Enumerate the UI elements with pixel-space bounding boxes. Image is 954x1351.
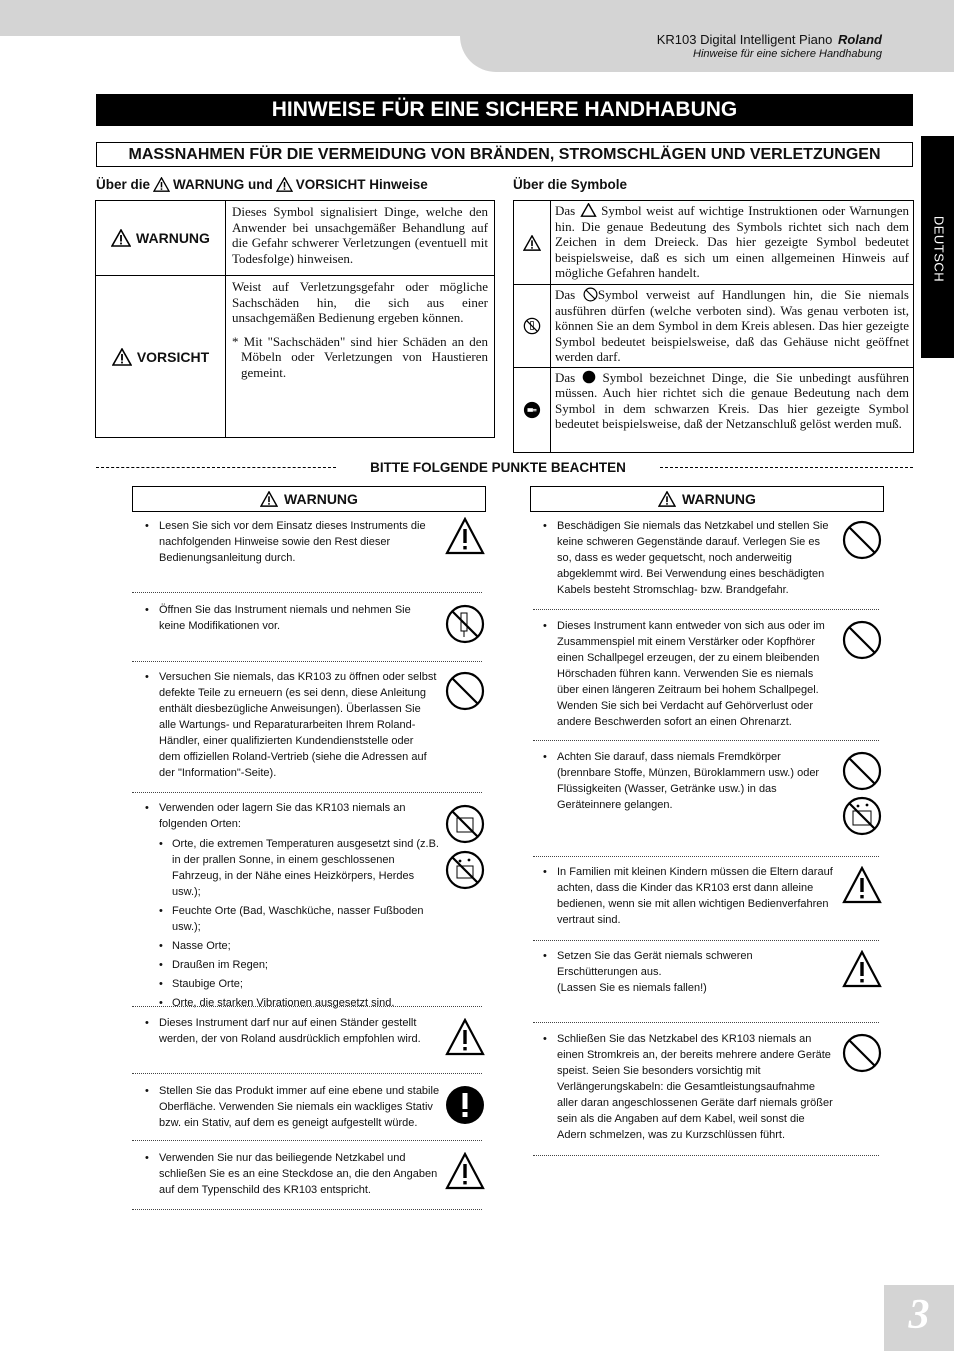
page-number: 3	[884, 1285, 954, 1351]
no-heat-icon	[445, 804, 485, 844]
list-item: • Dieses Instrument kann entweder von sich aus oder im Zusammenspiel mit einem Verstärker oder Kopfhörer einen Schallpegel erzeugen, der zu einem bleibenden Hörschaden führen kann. Verwenden Sie es niemals über einen längeren Zeitraum bei hohem Schallpegel. Wenden Sie sich bei Verdacht auf Gehörverlust oder andere Beschwerden sofort an einen Ohrenarzt.	[543, 620, 825, 728]
definitions-table	[95, 200, 495, 438]
symbol-description: Das Symbol weist auf wichtige Instruktionen oder Warnungen hin. Die genaue Bedeutung des Symbols richtet sich nach dem Zeichen in dem Dreieck. Das hier gezeigte Symbol bedeutet beispielsweise, daß es sich um einen allgemeinen Hinweis auf mögliche Gefahren handelt.	[555, 203, 909, 280]
symbol-description-cell	[551, 201, 914, 285]
places-item: • Orte, die extremen Temperaturen ausgesetzt sind (z.B. in der prallen Sonne, in einem geschlossenen Fahrzeug, in der Nähe eines Heizkörpers, Herdes usw.);	[159, 838, 439, 898]
places-item: • Feuchte Orte (Bad, Waschküche, nasser Fußboden usw.);	[159, 905, 424, 933]
list-item: • Lesen Sie sich vor dem Einsatz dieses Instruments die nachfolgenden Hinweise sowie den Rest dieser Bedienungsanleitung durch.	[145, 520, 426, 564]
divider	[660, 467, 913, 468]
warning-label-cell	[96, 201, 226, 276]
divider	[96, 467, 336, 468]
brand-logo: Roland	[837, 32, 882, 47]
list-item: • Verwenden Sie nur das beiliegende Netzkabel und schließen Sie es an eine Steckdose an, die den Angaben auf dem Typenschild des KR103 entspricht.	[145, 1152, 438, 1196]
places-item: • Orte, die starken Vibrationen ausgesetzt sind.	[159, 997, 395, 1009]
list-item: • Dieses Instrument darf nur auf einen Ständer gestellt werden, der von Roland ausdrücklich empfohlen wird.	[145, 1017, 421, 1045]
list-item: • Setzen Sie das Gerät niemals schweren Erschütterungen aus. (Lassen Sie es niemals fallen!)	[543, 950, 753, 994]
caution-note: * Mit "Sachschäden" sind hier Schäden an den Möbeln oder Verletzungen von Haustieren gemeint.	[232, 333, 488, 380]
prohibition-icon	[583, 287, 598, 302]
no-moisture-icon	[445, 850, 485, 890]
warning-triangle-icon	[445, 517, 485, 555]
symbol-icon-cell	[514, 285, 551, 368]
divider	[132, 792, 482, 793]
list-item: • Stellen Sie das Produkt immer auf eine ebene und stabile Oberfläche. Verwenden Sie niemals ein wackliges Stativ bzw. ein Stativ, auf dem es geneigt aufgestellt würde.	[145, 1085, 440, 1129]
left-warning-header: WARNUNG	[132, 486, 486, 512]
symbol-icon-cell	[514, 201, 551, 285]
divider	[533, 1022, 879, 1023]
list-item: • In Familien mit kleinen Kindern müssen die Eltern darauf achten, dass die Kinder das KR103 erst dann alleine bedienen, wenn sie mit allen wichtigen Bedienverfahren vertraut sind.	[543, 866, 833, 926]
language-tab	[921, 136, 954, 358]
warning-triangle-icon	[842, 950, 882, 988]
header-model: KR103 Digital Intelligent Piano Roland	[656, 32, 882, 47]
definitions-heading: Über die WARNUNG und VORSICHT Hinweise	[96, 177, 428, 192]
places-item: • Draußen im Regen;	[159, 959, 268, 971]
warning-description: Dieses Symbol signalisiert Dinge, welche den Anwender bei unsachgemäßer Behandlung auf die Gefahr schwerer Verletzungen (eventuell mit Todesfolge) hinweisen.	[232, 204, 488, 266]
item-note: (Lassen Sie es niemals fallen!)	[557, 982, 707, 994]
divider	[533, 740, 879, 741]
warning-triangle-icon	[523, 235, 541, 251]
list-item: • Versuchen Sie niemals, das KR103 zu öffnen oder selbst defekte Teile zu erneuern (es sei denn, diese Anleitung enthält diesbezügliche Anweisungen). Überlassen Sie alle Wartungs- und Reparaturarbeiten Ihrem Roland-Händler, einer qualifizierten Kundendienststelle oder dem offiziellen Roland-Vertrieb (siehe die Adressen auf der "Information"-Seite).	[145, 671, 437, 779]
mandatory-icon	[582, 370, 596, 384]
no-disassembly-icon	[523, 317, 541, 335]
divider	[533, 609, 879, 610]
mandatory-icon	[445, 1085, 485, 1125]
prohibition-icon	[445, 671, 485, 711]
divider	[533, 940, 879, 941]
warning-triangle-icon	[842, 866, 882, 904]
warning-triangle-icon	[153, 177, 170, 192]
caution-description-cell	[226, 276, 495, 438]
warning-triangle-icon	[445, 1018, 485, 1056]
places-item: • Staubige Orte;	[159, 978, 243, 990]
divider	[132, 1140, 482, 1141]
divider	[132, 1073, 482, 1074]
places-list	[159, 836, 441, 1011]
list-item: • Öffnen Sie das Instrument niemals und nehmen Sie keine Modifikationen vor.	[145, 604, 411, 632]
divider	[533, 856, 879, 857]
unplug-icon	[523, 401, 541, 419]
warning-triangle-icon	[111, 229, 131, 247]
no-disassembly-icon	[445, 604, 485, 644]
list-item: • Beschädigen Sie niemals das Netzkabel und stellen Sie keine schweren Gegenstände darauf. Verlegen Sie es so, dass es weder gequetscht, noch anderweitig abgeklemmt wird. Bei Verwendung eines beschädigten Kabels besteht Stromschlag- bzw. Brandgefahr.	[543, 520, 829, 596]
symbol-icon-cell	[514, 367, 551, 453]
list-item: • Verwenden oder lagern Sie das KR103 niemals an folgenden Orten:	[145, 802, 406, 830]
list-item: • Achten Sie darauf, dass niemals Fremdkörper (brennbare Stoffe, Münzen, Büroklammern usw.) oder Flüssigkeiten (Wasser, Getränke usw.) in das Geräteinnere gelangen.	[543, 751, 820, 811]
no-foreign-objects-icon	[842, 796, 882, 836]
header-subtitle: Hinweise für eine sichere Handhabung	[693, 48, 882, 60]
prohibition-icon	[842, 1033, 882, 1073]
warning-label: WARNUNG	[136, 230, 210, 246]
right-warning-header: WARNUNG	[530, 486, 884, 512]
symbol-description: Das Symbol verweist auf Handlungen hin, die Sie niemals ausführen dürfen (welche verboten sind). Was genau verboten ist, können Sie an dem Symbol in dem Kreis ablesen. Das hier gezeigte Symbol bedeutet beispielsweise, daß das Gehäuse nicht geöffnet werden darf.	[555, 287, 909, 364]
symbol-description: Das Symbol bezeichnet Dinge, die Sie unbedingt ausführen müssen. Auch hier richtet sich die genaue Bedeutung nach dem Symbol in dem schwarzen Kreis. Das hier gezeigte Symbol bedeutet beispielsweise, daß der Netzanschluß gelöst werden muß.	[555, 369, 909, 431]
prohibition-icon	[842, 751, 882, 791]
caution-description: Weist auf Verletzungsgefahr oder mögliche Sachschäden hin, die sich aus einer unsachgemäßen Bedienung ergeben können.	[232, 279, 488, 325]
warning-triangle-icon	[580, 203, 597, 217]
warning-triangle-icon	[112, 348, 132, 366]
divider	[132, 1006, 482, 1007]
prohibition-icon	[842, 620, 882, 660]
caution-label-cell	[96, 276, 226, 438]
divider	[533, 1155, 879, 1156]
warning-triangle-icon	[658, 491, 676, 507]
symbols-table	[513, 200, 914, 453]
language-tab-label: DEUTSCH	[931, 215, 947, 283]
warning-triangle-icon	[276, 177, 293, 192]
symbol-description-cell	[551, 285, 914, 368]
divider	[132, 661, 482, 662]
observe-title: BITTE FOLGENDE PUNKTE BEACHTEN	[370, 460, 626, 475]
symbol-description-cell	[551, 367, 914, 453]
divider	[132, 1209, 482, 1210]
list-item: • Schließen Sie das Netzkabel des KR103 niemals an einen Stromkreis an, der bereits mehrere andere Geräte speist. Seien Sie besonders vorsichtig mit Verlängerungskabeln: die Gesamtleistungsaufnahme aller daran angeschlossenen Geräte darf niemals größer sein als die Angaben auf dem Kabel, weil sonst die Adern schmelzen, was zu Kurzschlüssen führt.	[543, 1033, 833, 1141]
warning-triangle-icon	[260, 491, 278, 507]
page-title: HINWEISE FÜR EINE SICHERE HANDHABUNG	[96, 94, 913, 126]
warning-triangle-icon	[445, 1152, 485, 1190]
prohibition-icon	[842, 520, 882, 560]
caution-label: VORSICHT	[136, 348, 210, 365]
symbols-heading: Über die Symbole	[513, 177, 628, 192]
section-title: MASSNAHMEN FÜR DIE VERMEIDUNG VON BRÄNDEN, STROMSCHLÄGEN UND VERLETZUNGEN	[96, 142, 913, 167]
divider	[132, 592, 482, 593]
warning-description-cell	[226, 201, 495, 276]
places-item: • Nasse Orte;	[159, 940, 231, 952]
